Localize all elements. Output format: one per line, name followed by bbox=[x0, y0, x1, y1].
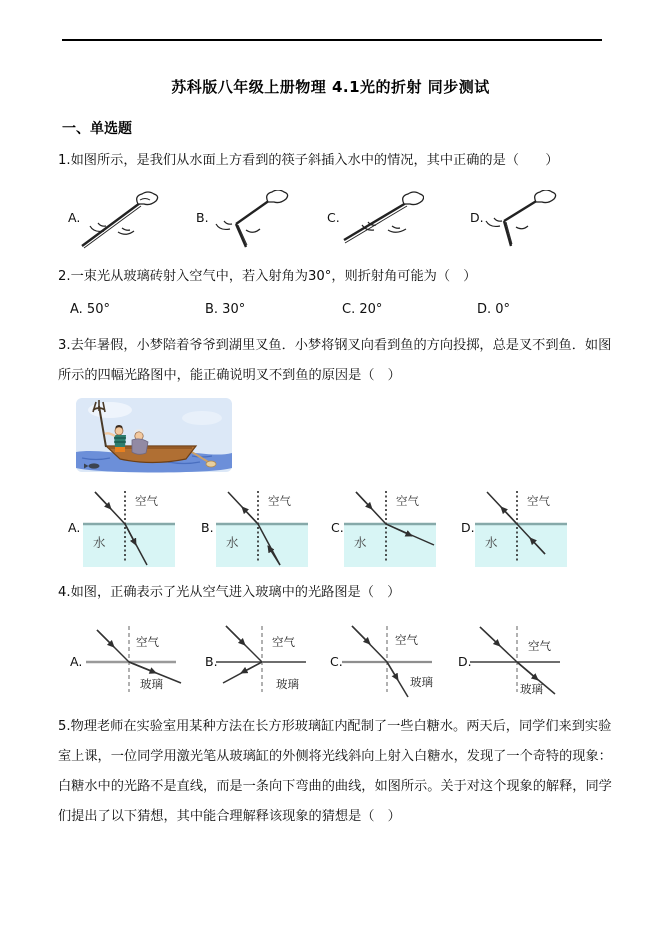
air-label: 空气 bbox=[135, 494, 158, 508]
q3-option-a-label: A. bbox=[68, 520, 81, 535]
air-label: 空气 bbox=[395, 633, 418, 647]
question-4-text: 4.如图，正确表示了光从空气进入玻璃中的光路图是（ ） bbox=[58, 585, 401, 600]
q3-option-d-label: D. bbox=[461, 520, 475, 535]
ray-diagram-q3-b bbox=[216, 489, 308, 569]
q2-option-b: B. 30° bbox=[205, 302, 246, 317]
hand-icon bbox=[535, 190, 556, 203]
chopstick-sketch-d bbox=[480, 190, 564, 250]
q4-option-d-label: D. bbox=[458, 654, 472, 669]
q2-option-d: D. 0° bbox=[477, 302, 511, 317]
glass-label: 玻璃 bbox=[410, 675, 433, 689]
glass-label: 玻璃 bbox=[276, 677, 299, 691]
water-label: 水 bbox=[226, 535, 239, 550]
boy-shirt bbox=[114, 435, 126, 447]
glass-label: 玻璃 bbox=[140, 677, 163, 691]
water-label: 水 bbox=[93, 535, 106, 550]
chopstick-sketch-a bbox=[78, 190, 162, 250]
chopstick-sketch-c bbox=[340, 190, 424, 250]
water-label: 水 bbox=[354, 535, 367, 550]
question-2-text: 2.一束光从玻璃砖射入空气中，若入射角为30°，则折射角可能为（ ） bbox=[58, 269, 477, 284]
q3-option-b-label: B. bbox=[201, 520, 214, 535]
q1-option-c-label: C. bbox=[327, 210, 340, 225]
hand-icon bbox=[403, 192, 424, 205]
ray-diagram-q4-b bbox=[216, 620, 316, 698]
air-label: 空气 bbox=[527, 494, 550, 508]
q4-option-c-label: C. bbox=[330, 654, 343, 669]
question-5-text: 5.物理老师在实验室用某种方法在长方形玻璃缸内配制了一些白糖水。两天后，同学们来到实验室上课，一位同学用激光笔从玻璃缸的外侧将光线斜向上射入白糖水，发现了一个奇特的现象：白糖水中的光路不是直线，而是一条向下弯曲的曲线，如图所示。关于对这个现象的解释，同学们提出了以下猜想，其中能合理解释该现象的猜想是（ ） bbox=[58, 719, 612, 824]
section-heading: 一、单选题 bbox=[62, 121, 132, 137]
air-label: 空气 bbox=[528, 639, 551, 653]
ray-diagram-q3-c bbox=[344, 489, 436, 569]
q3-option-c-label: C. bbox=[331, 520, 344, 535]
q1-option-a-label: A. bbox=[68, 210, 81, 225]
air-label: 空气 bbox=[272, 635, 295, 649]
boy-head bbox=[115, 427, 123, 435]
ray-diagram-q4-d bbox=[470, 620, 570, 698]
chopstick-sketch-b bbox=[206, 190, 290, 250]
glass-label: 玻璃 bbox=[520, 682, 543, 696]
q2-option-c: C. 20° bbox=[342, 302, 383, 317]
air-label: 空气 bbox=[136, 635, 159, 649]
question-3-text: 3.去年暑假，小梦陪着爷爷到湖里叉鱼．小梦将钢叉向看到鱼的方向投掷，总是叉不到鱼．如图所示的四幅光路图中，能正确说明叉不到鱼的原因是（ ） bbox=[58, 338, 612, 383]
air-label: 空气 bbox=[396, 494, 419, 508]
q4-option-a-label: A. bbox=[70, 654, 83, 669]
q2-option-a: A. 50° bbox=[70, 302, 110, 317]
grandpa-body bbox=[132, 439, 148, 454]
fishing-illustration bbox=[72, 396, 236, 480]
page-top-rule bbox=[62, 39, 602, 41]
ray-diagram-q4-a bbox=[84, 620, 184, 698]
ray-diagram-q3-d bbox=[475, 489, 567, 569]
ray-diagram-q3-a bbox=[83, 489, 175, 569]
water-ripple bbox=[362, 222, 406, 232]
fish bbox=[89, 463, 100, 468]
q1-option-d-label: D. bbox=[470, 210, 484, 225]
hand-icon bbox=[267, 190, 288, 203]
ray-diagram-q4-c bbox=[342, 620, 442, 698]
air-label: 空气 bbox=[268, 494, 291, 508]
q1-option-b-label: B. bbox=[196, 210, 209, 225]
water-label: 水 bbox=[485, 535, 498, 550]
boy-shorts bbox=[115, 447, 125, 452]
question-1-text: 1.如图所示，是我们从水面上方看到的筷子斜插入水中的情况，其中正确的是（ ） bbox=[58, 153, 559, 168]
page-title: 苏科版八年级上册物理 4.1光的折射 同步测试 bbox=[171, 78, 490, 96]
q4-option-b-label: B. bbox=[205, 654, 218, 669]
